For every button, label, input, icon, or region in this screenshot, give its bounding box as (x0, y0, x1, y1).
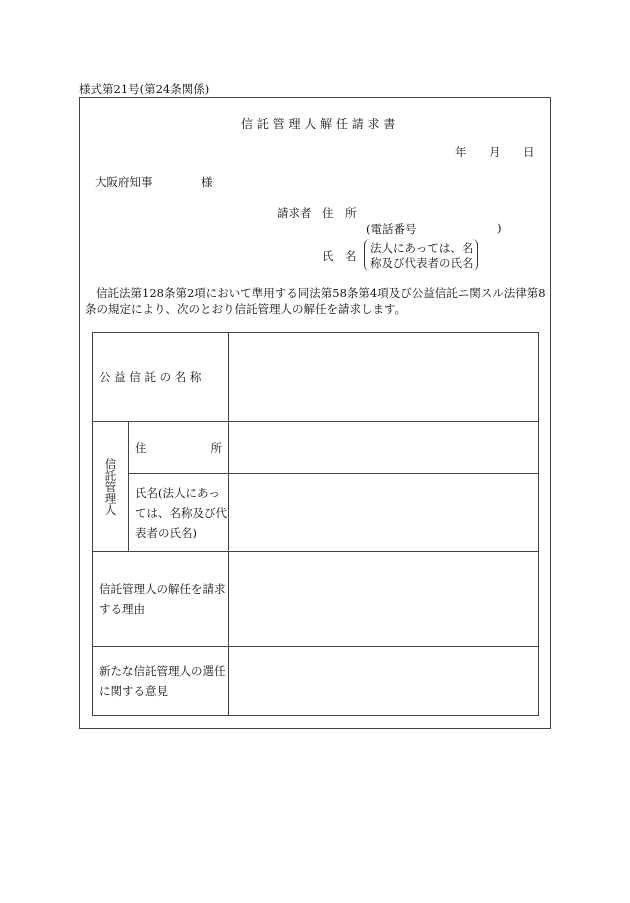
requester-name-label: 氏 名 (322, 249, 357, 263)
request-table (92, 332, 539, 716)
document-title: 信 託 管 理 人 解 任 請 求 書 (241, 117, 396, 131)
addressee-name: 大阪府知事 (95, 175, 153, 189)
trust-name-field[interactable] (229, 333, 539, 422)
date-month-label: 月 (489, 145, 501, 159)
reason-label-cell (93, 552, 229, 647)
table-row (93, 552, 539, 647)
name-note-line2: 称及び代表者の氏名 (370, 256, 474, 270)
address-label-cell (129, 422, 229, 474)
opinion-label-cell (93, 647, 229, 716)
address-label-right: 所 (210, 440, 222, 455)
opinion-field[interactable] (229, 647, 539, 716)
name-field[interactable] (229, 474, 539, 552)
reason-label: 信託管理人の解任を請求する理由 (99, 582, 226, 616)
form-number: 様式第21号(第24条関係) (79, 82, 210, 96)
requester-address-label: 住 所 (322, 206, 357, 220)
requester-phone-label: (電話番号 (366, 222, 417, 236)
manager-label-cell (93, 422, 129, 552)
table-row (93, 647, 539, 716)
name-label: 氏名(法人にあっては、名称及び代表者の氏名) (135, 485, 227, 540)
trust-name-label-cell (93, 333, 229, 422)
trust-name-label: 公 益 信 託 の 名 称 (99, 370, 202, 384)
table-row (93, 474, 539, 552)
date-year-label: 年 (455, 145, 467, 159)
table-row (93, 422, 539, 474)
addressee-honorific: 様 (201, 175, 213, 189)
table-row (93, 333, 539, 422)
body-text-line1: 信託法第128条第2項において準用する同法第58条第4項及び公益信託ニ関スル法律第8 (96, 286, 546, 300)
requester-name-note (364, 239, 478, 271)
name-note-line1: 法人にあっては、名 (370, 241, 474, 255)
requester-phone-close: ) (497, 221, 502, 235)
name-label-cell (129, 474, 229, 552)
reason-field[interactable] (229, 552, 539, 647)
address-label-left: 住 (135, 440, 147, 455)
body-text-line2: 条の規定により、次のとおり信託管理人の解任を請求します。 (85, 302, 407, 316)
manager-label: 信託管理人 (103, 457, 118, 516)
date-day-label: 日 (523, 145, 535, 159)
opinion-label: 新たな信託管理人の選任に関する意見 (99, 664, 226, 698)
address-field[interactable] (229, 422, 539, 474)
requester-label: 請求者 (277, 206, 312, 220)
